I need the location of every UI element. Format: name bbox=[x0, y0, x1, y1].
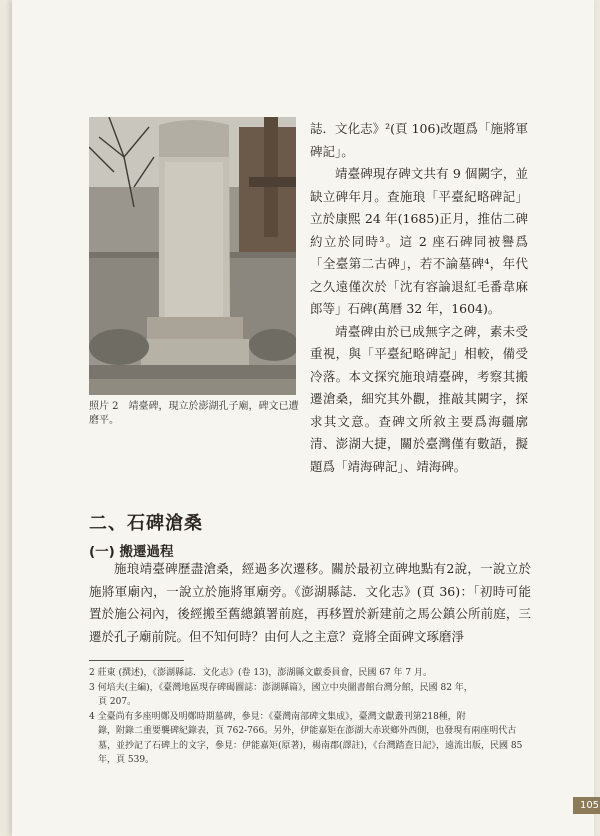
paragraph: 誌．文化志》²(頁 106)改題爲「施將軍碑記」。 bbox=[310, 121, 528, 159]
footnote-number: 3 bbox=[89, 682, 95, 693]
section-heading: 二、石碑滄桑 bbox=[89, 513, 203, 534]
book-page bbox=[12, 0, 600, 836]
footnote-text: 莊東 (撰述)，《澎湖縣誌．文化志》(卷 13)，澎湖縣文獻委員會，民國 67 年 7 月。 bbox=[97, 668, 432, 678]
footnote-number: 4 bbox=[89, 711, 95, 722]
paragraph: 施琅靖臺碑歷盡滄桑，經過多次遷移。關於最初立碑地點有2說，一說立於施將軍廟內，一說立於施將軍廟旁。《澎湖縣誌．文化志》(頁 36)：「初時可能置於施公祠內，後經搬至舊總鎮署前庭，再移置於新建前之馬公鎮公所前庭，三遷於孔子廟前院。但不知何時？由何人之主意？竟將全面碑文琢磨淨 bbox=[89, 561, 531, 644]
footnote bbox=[89, 710, 534, 768]
stele-photo-image bbox=[89, 117, 296, 395]
footnote bbox=[89, 681, 534, 710]
footnote-text-continued: 頁 207。 bbox=[98, 697, 137, 707]
section-body bbox=[89, 558, 531, 648]
footnotes bbox=[89, 666, 534, 768]
footnote bbox=[89, 666, 534, 681]
paragraph: 靖臺碑由於已成無字之碑，素未受重視，與「平臺紀略碑記」相較，備受冷落。本文探究施琅靖臺碑，考察其搬遷滄桑，細究其外觀，推敲其闕字，探求其文意。查碑文所敘主要爲海疆廓清、澎湖大捷，關於臺灣僅有數語，擬題爲「靖海碑記」、靖海碑。 bbox=[310, 323, 528, 474]
footnote-text: 何培夫(主編)，《臺灣地區現存碑碣圖誌：澎湖縣篇》，國立中央圖書館台灣分館，民國 82 年， bbox=[97, 682, 473, 693]
paragraph: 靖臺碑現存碑文共有 9 個闕字，並缺立碑年月。查施琅「平臺紀略碑記」立於康熙 24 年(1685)正月，推估二碑約立於同時³。這 2 座石碑同被譽爲「全臺第二古碑」，若不論墓碑⁴，年代之久遠僅次於「沈有容論退紅毛番韋麻郎等」石碑(萬曆 32 年，1604)。 bbox=[310, 166, 528, 316]
subsection-heading: (一) 搬遷過程 bbox=[89, 544, 174, 560]
page-number: 105 bbox=[573, 797, 600, 814]
stele-photo bbox=[89, 117, 296, 395]
photo-caption: 照片 2 靖臺碑，現立於澎湖孔子廟，碑文已遭磨平。 bbox=[89, 401, 299, 426]
footnote-text-continued: 錄，附錄二重要襲碑紀錄表，頁 762-766。另外，伊能嘉矩在澎湖大赤崁鄉外西側，也發現有兩座明代古墓，並抄記了石碑上的文字，參見：伊能嘉矩(原著)，楊南郡(譯註)，《台灣踏査日記》，遠流出版，民國 85 年，頁 539。 bbox=[98, 726, 523, 765]
footnote-text: 全臺尚有多座明鄭及明鄭時期墓碑，參見：《臺灣南部碑文集成》，臺灣文獻叢刊第218種，附 bbox=[97, 711, 466, 722]
footnote-divider bbox=[89, 660, 184, 661]
right-text-column bbox=[310, 118, 528, 478]
footnote-number: 2 bbox=[89, 668, 95, 678]
